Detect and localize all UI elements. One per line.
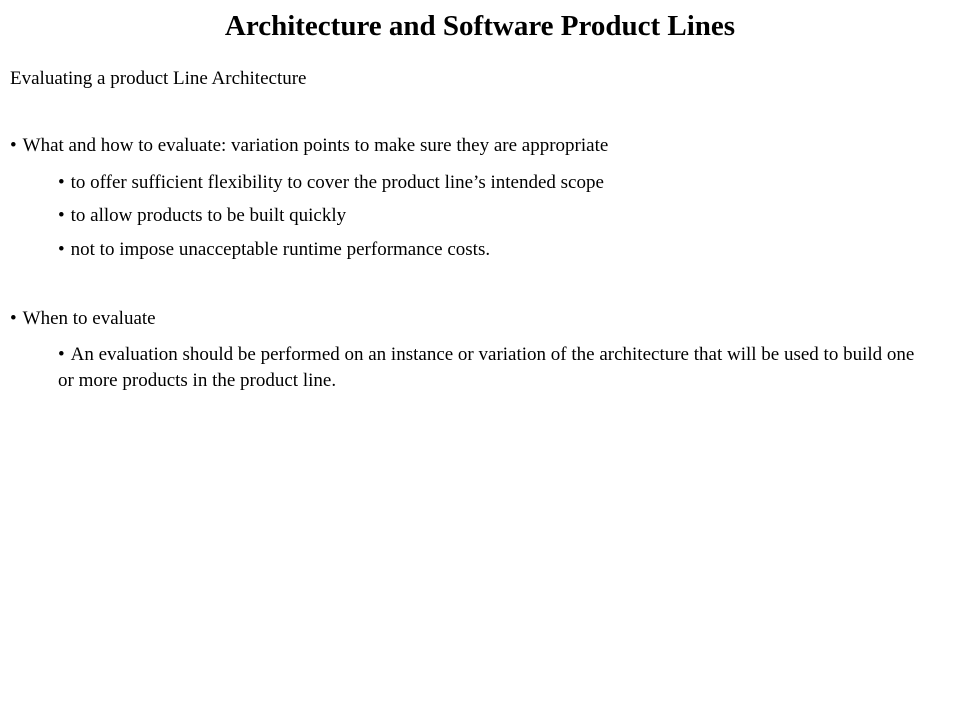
sub-bullet-evaluation-instance (58, 342, 918, 394)
sub-bullet-text: to offer sufficient flexibility to cover the product line’s intended scope (70, 172, 604, 193)
bullet-text: What and how to evaluate: variation points to make sure they are appropriate (22, 135, 609, 156)
slide-title: Architecture and Software Product Lines (224, 10, 736, 42)
slide-subtitle: Evaluating a product Line Architecture (10, 68, 307, 89)
sub-bullet-performance-costs (58, 237, 918, 263)
bullet-what-how-to-evaluate (10, 133, 608, 159)
sub-bullet-text: not to impose unacceptable runtime performance costs. (70, 239, 491, 260)
sub-bullet-text: An evaluation should be performed on an instance or variation of the architecture that will be used to build one or more products in the product line. (58, 344, 915, 391)
sub-bullet-flexibility (58, 170, 918, 196)
sub-bullet-built-quickly (58, 203, 918, 229)
bullet-text: When to evaluate (22, 308, 156, 329)
sub-bullet-text: to allow products to be built quickly (70, 205, 347, 226)
bullet-when-to-evaluate (10, 306, 156, 332)
